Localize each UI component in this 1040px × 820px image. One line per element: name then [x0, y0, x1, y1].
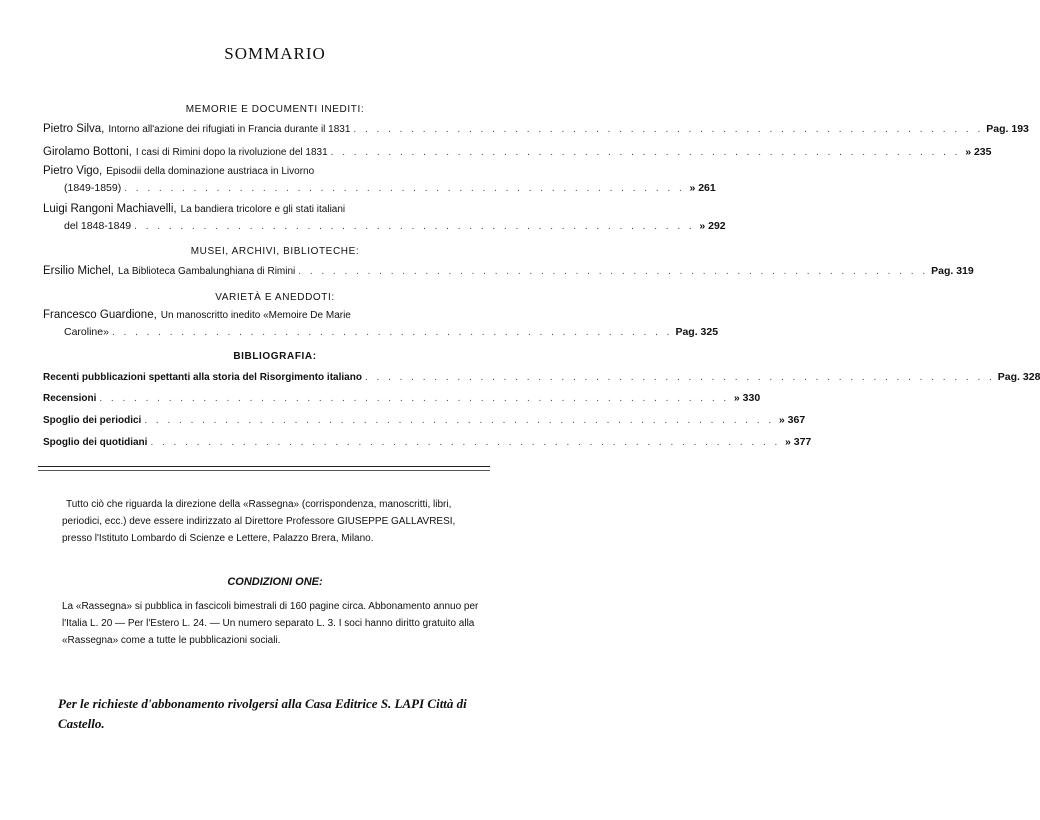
toc-entry-recensioni[interactable]: [43, 392, 761, 404]
leader-dots: [353, 124, 983, 135]
entry-page: » 367: [778, 414, 806, 426]
section-heading-musei: MUSEI, ARCHIVI, BIBLIOTECHE:: [190, 246, 360, 257]
entry-continuation: (1849-1859): [64, 182, 122, 194]
leader-dots: [331, 147, 961, 158]
toc-entry-bottoni[interactable]: [43, 146, 992, 158]
entry-title: Episodii della dominazione austriaca in Livorno: [106, 166, 315, 177]
entry-page: » 292: [699, 220, 726, 232]
entry-title: Spoglio dei periodici: [43, 415, 142, 426]
entry-title: I casi di Rimini dopo la rivoluzione del 1831: [135, 147, 328, 158]
section-heading-varieta: VARIETÀ E ANEDDOTI:: [215, 292, 335, 303]
entry-title: Intorno all'azione dei rifugiati in Francia durante il 1831: [108, 124, 351, 135]
entry-author: Ersilio Michel,: [43, 265, 114, 277]
toc-entry-guardione-cont[interactable]: [64, 326, 719, 338]
toc-entry-vigo[interactable]: [43, 165, 485, 177]
entry-author: Pietro Silva,: [43, 123, 105, 135]
section-heading-bibliografia: BIBLIOGRAFIA:: [233, 351, 317, 362]
leader-dots: [365, 372, 995, 383]
toc-entry-quotidiani[interactable]: [43, 436, 812, 448]
leader-dots: [298, 266, 928, 277]
entry-author: Luigi Rangoni Machiavelli,: [43, 203, 177, 215]
leader-dots: [150, 437, 780, 448]
entry-author: Pietro Vigo,: [43, 165, 103, 177]
entry-author: Girolamo Bottoni,: [43, 146, 132, 158]
entry-page: Pag. 193: [986, 123, 1029, 135]
entry-title: Un manoscritto inedito «Memoire De Marie: [160, 310, 351, 321]
toc-entry-periodici[interactable]: [43, 414, 806, 426]
entry-page: Pag. 325: [675, 326, 719, 338]
divider-rule-thin: [38, 470, 490, 471]
divider-rule: [38, 466, 490, 467]
toc-entry-rangoni-cont[interactable]: [64, 220, 726, 232]
section-heading-memorie: MEMORIE E DOCUMENTI INEDITI:: [185, 104, 365, 115]
toc-entry-vigo-cont[interactable]: [64, 182, 716, 194]
entry-page: » 377: [785, 436, 812, 448]
entry-title: Recensioni: [43, 393, 97, 404]
toc-entry-michel[interactable]: [43, 265, 974, 277]
leader-dots: [112, 327, 673, 338]
subscription-footer: Per le richieste d'abbonamento rivolgersi alla Casa Editrice S. LAPI Città di Castello.: [58, 696, 467, 731]
entry-continuation: Caroline»: [64, 326, 109, 338]
entry-title: La Biblioteca Gambalunghiana di Rimini: [117, 266, 296, 277]
toc-entry-rangoni[interactable]: [43, 203, 485, 215]
entry-page: » 261: [689, 182, 716, 194]
conditions-heading: CONDIZIONI ONE:: [227, 576, 323, 588]
toc-entry-recenti[interactable]: [43, 371, 1040, 383]
entry-page: » 330: [733, 392, 761, 404]
leader-dots: [144, 415, 774, 426]
toc-entry-guardione[interactable]: [43, 309, 485, 321]
page-title: SOMMARIO: [224, 44, 326, 63]
entry-page: Pag. 319: [931, 265, 974, 277]
entry-page: Pag. 328: [997, 371, 1040, 383]
entry-author: Francesco Guardione,: [43, 309, 157, 321]
conditions-text: La «Rassegna» si pubblica in fascicoli bimestrali di 160 pagine circa. Abbonamento annuo per l'Italia L. 20 — Per l'Estero L. 24. — Un numero separato L. 3. I soci hanno diritto gratuito alla «Rassegna» come a tutte le pubblicazioni sociali.: [62, 601, 479, 646]
toc-entry-silva[interactable]: [43, 123, 1029, 135]
entry-title: Spoglio dei quotidiani: [43, 437, 148, 448]
entry-title: Recenti pubblicazioni spettanti alla storia del Risorgimento italiano: [43, 372, 362, 383]
entry-page: » 235: [965, 146, 992, 158]
leader-dots: [99, 393, 729, 404]
leader-dots: [124, 183, 685, 194]
entry-title: La bandiera tricolore e gli stati italiani: [180, 204, 346, 215]
entry-continuation: del 1848-1849: [64, 220, 132, 232]
editorial-notice: Tutto ciò che riguarda la direzione della «Rassegna» (corrispondenza, manoscritti, libri, periodici, ecc.) deve essere indirizzato al Direttore Professore GIUSEPPE GALLAVRESI, presso l'Istituto Lombardo di Scienze e Lettere, Palazzo Brera, Milano.: [62, 499, 456, 544]
leader-dots: [134, 221, 695, 232]
